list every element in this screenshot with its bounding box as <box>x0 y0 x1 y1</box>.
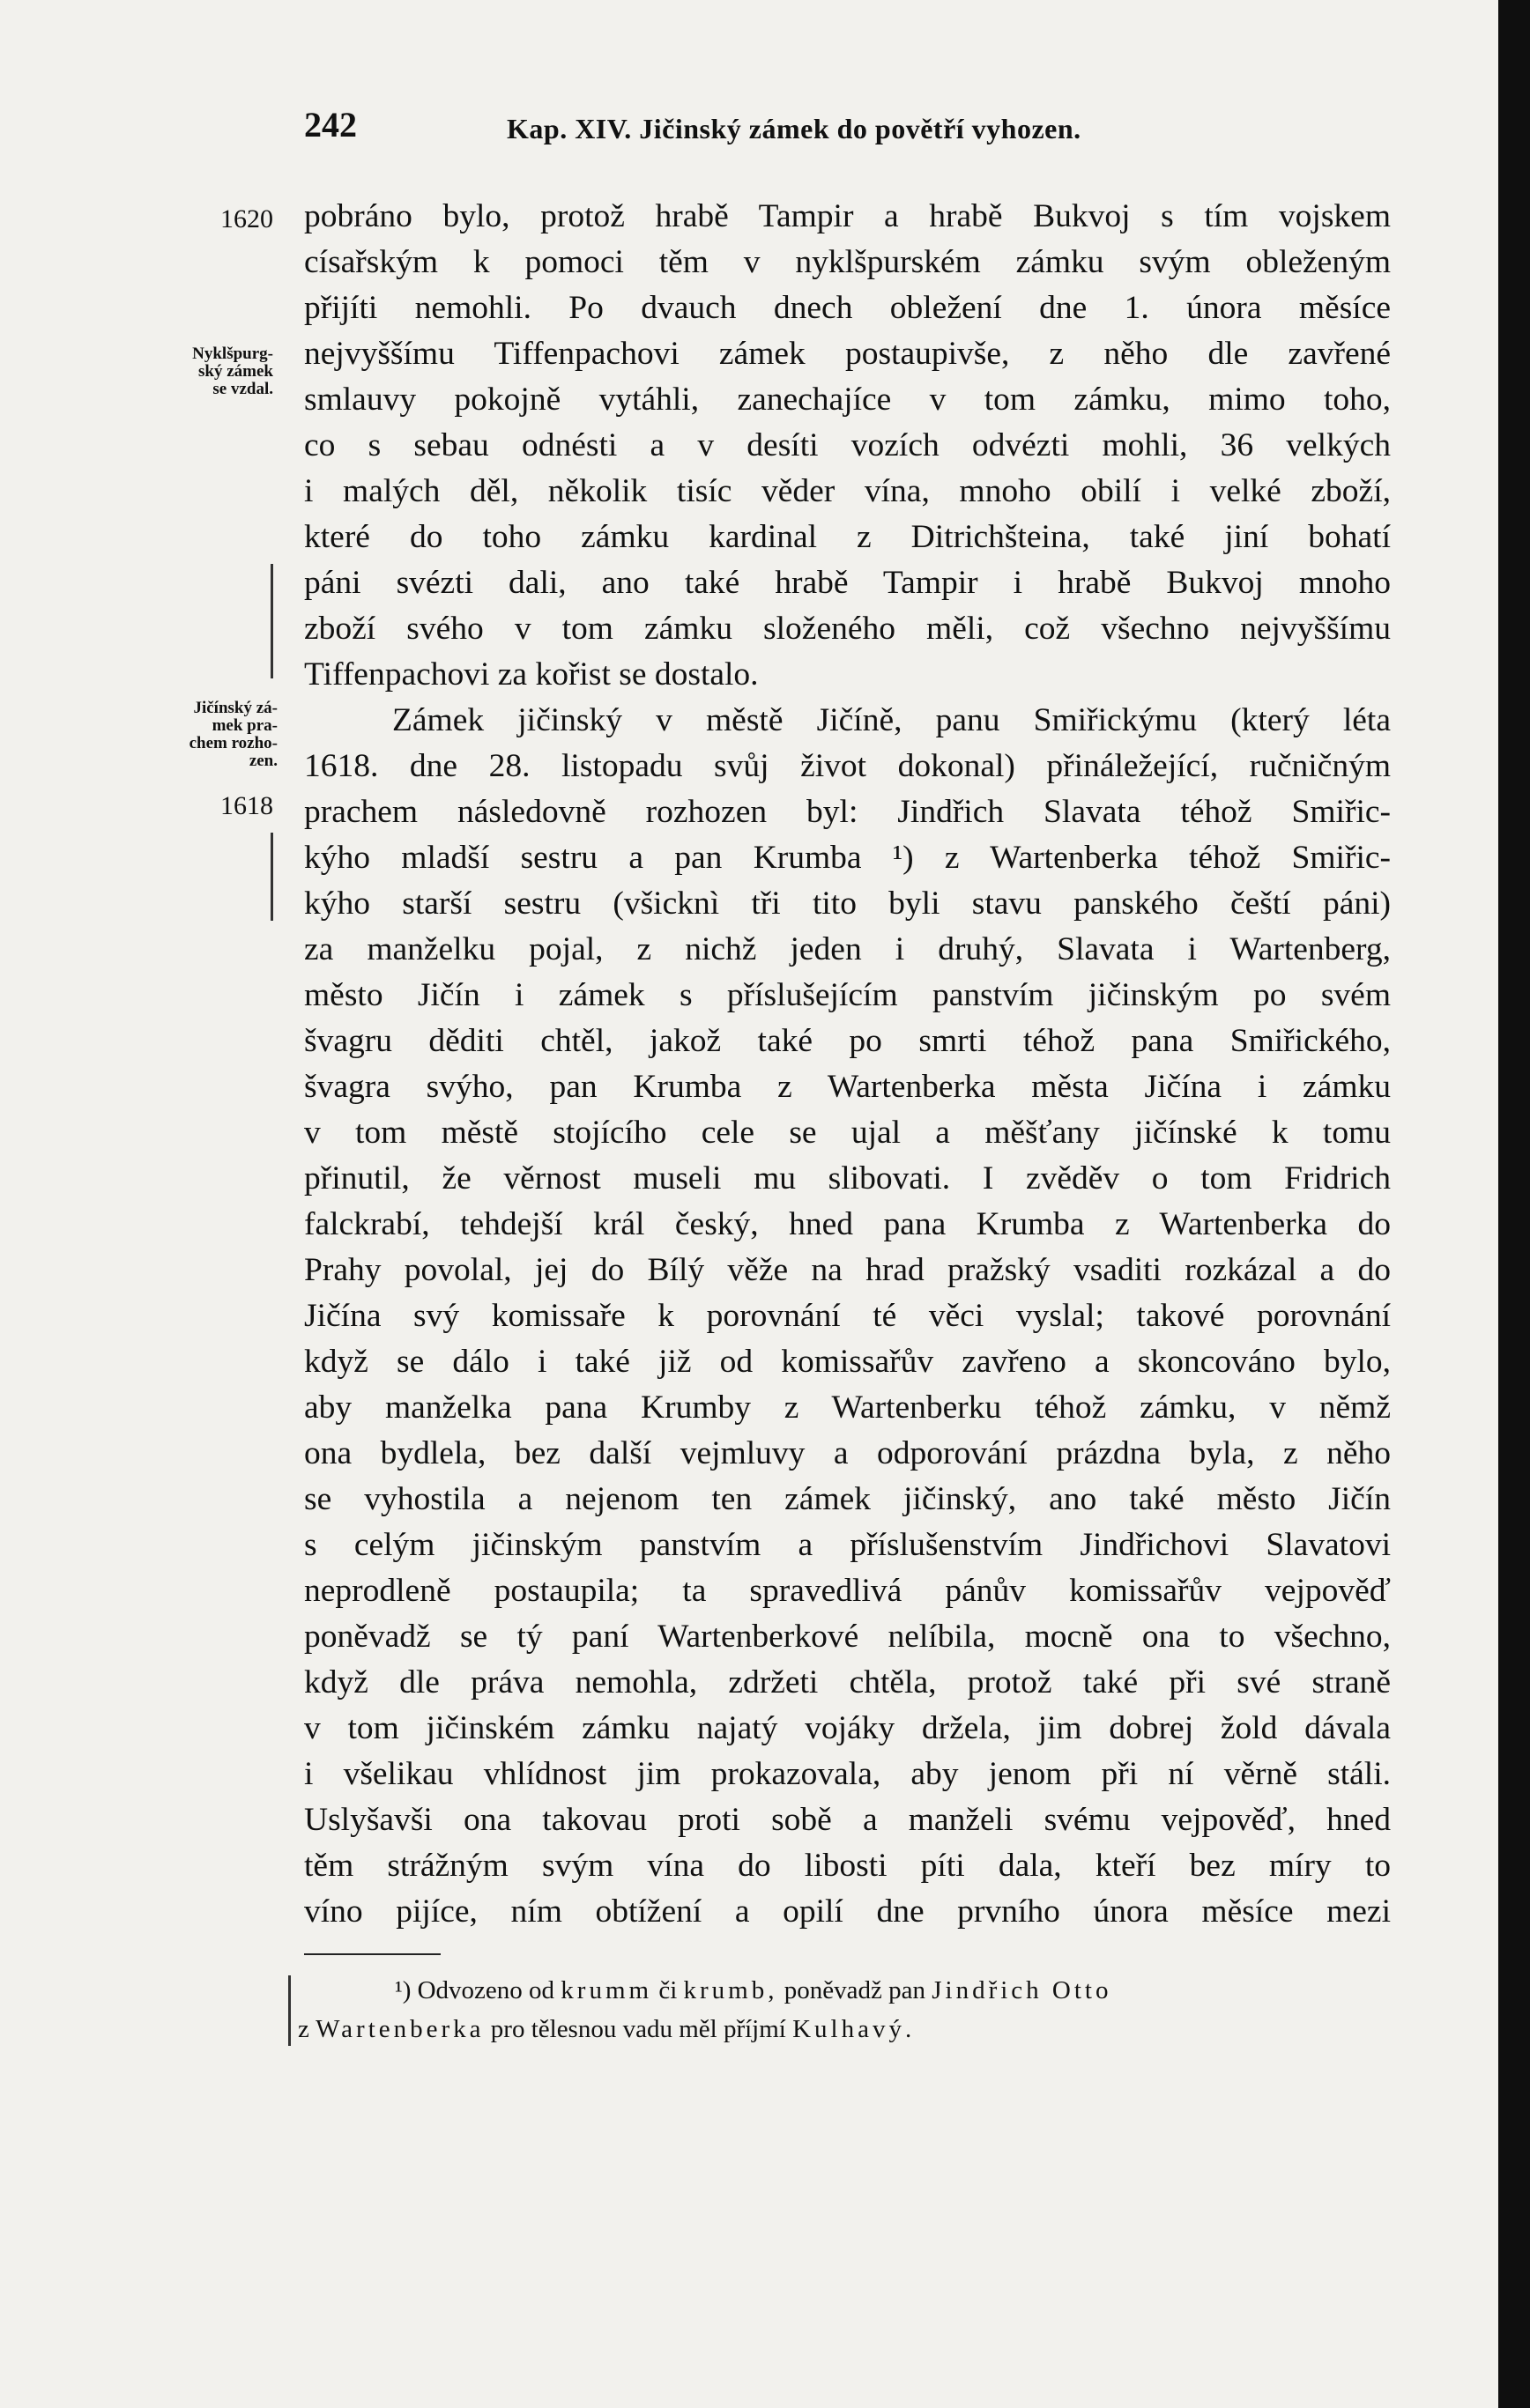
margin-note-line: ský zámek <box>198 362 273 381</box>
footnote-name: Wartenberka <box>316 2015 485 2043</box>
footnote <box>298 1971 1391 2049</box>
footnote-marker: ¹) <box>395 1976 412 2004</box>
margin-year-1620: 1620 <box>220 204 273 233</box>
scan-edge <box>1498 0 1530 2408</box>
text-line: za manželku pojal, z nichž jeden i druhý, Slavata i Wartenberg, <box>304 931 1391 967</box>
text-line: poněvadž se tý paní Wartenberkové nelíbila, mocně ona to všechno, <box>304 1619 1391 1655</box>
text-line: těm strážným svým vína do libosti píti dala, kteří bez míry to <box>304 1848 1391 1884</box>
footnote-name: Kulhavý. <box>792 2015 916 2043</box>
footnote-term: krumm <box>561 1976 653 2004</box>
text-line: když dle práva nemohla, zdržeti chtěla, protož také při své straně <box>304 1664 1391 1700</box>
text-line: 1618. dne 28. listopadu svůj život dokonal) přináležející, ručničným <box>304 748 1391 784</box>
text-line: císařským k pomoci těm v nyklšpurském zámku svým obleženým <box>304 244 1391 280</box>
text-line: s celým jičinským panstvím a příslušenstvím Jindřichovi Slavatovi <box>304 1527 1391 1563</box>
text-line: když se dálo i také již od komissařův zavřeno a skoncováno bylo, <box>304 1344 1391 1380</box>
text-line: falckrabí, tehdejší král český, hned pana Krumba z Wartenberka do <box>304 1206 1391 1242</box>
body-text <box>304 194 1391 1935</box>
text-line: Jičína svý komissaře k porovnání té věci vyslal; takové porovnání <box>304 1298 1391 1334</box>
page-header <box>304 104 1406 157</box>
text-line: pobráno bylo, protož hrabě Tampir a hrabě Bukvoj s tím vojskem <box>304 198 1391 234</box>
margin-note-jicin <box>145 700 278 770</box>
footnote-text: Odvozeno od <box>417 1976 555 2004</box>
text-line: prachem následovně rozhozen byl: Jindřich Slavata téhož Smiřic- <box>304 794 1391 830</box>
text-line: zboží svého v tom zámku složeného měli, což všechno nejvyššímu <box>304 611 1391 647</box>
margin-note-line: Jičínský zá- <box>193 699 278 717</box>
footnote-line-2 <box>298 2010 1391 2049</box>
text-line: smlauvy pokojně vytáhli, zanechajíce v tom zámku, mimo toho, <box>304 382 1391 418</box>
footnote-text: pro tělesnou vadu měl příjmí <box>490 2015 786 2043</box>
text-line: švagra svýho, pan Krumba z Wartenberka města Jičína i zámku <box>304 1069 1391 1105</box>
text-line: Prahy povolal, jej do Bílý věže na hrad pražský vsaditi rozkázal a do <box>304 1252 1391 1288</box>
margin-bracket <box>271 564 273 678</box>
margin-note-line: mek pra- <box>212 716 278 735</box>
text-line: které do toho zámku kardinal z Ditrichšteina, také jiní bohatí <box>304 519 1391 555</box>
text-line: nejvyššímu Tiffenpachovi zámek postaupivše, z něho dle zavřené <box>304 336 1391 372</box>
margin-note-line: se vzdal. <box>212 380 273 398</box>
text-line: Uslyšavši ona takovau proti sobě a manželi svému vejpověď, hned <box>304 1802 1391 1838</box>
text-line: kýho mladší sestru a pan Krumba ¹) z Wartenberka téhož Smiřic- <box>304 840 1391 876</box>
margin-bracket <box>271 833 273 921</box>
text-line: švagru děditi chtěl, jakož také po smrti téhož pana Smiřického, <box>304 1023 1391 1059</box>
margin-note-line: Nyklšpurg- <box>192 345 273 363</box>
text-line: v tom městě stojícího cele se ujal a měšťany jičínské k tomu <box>304 1115 1391 1151</box>
text-line: i malých děl, několik tisíc věder vína, mnoho obilí i velké zboží, <box>304 473 1391 509</box>
running-title: Kap. XIV. Jičinský zámek do povětří vyhozen. <box>507 113 1081 144</box>
footnote-term: krumb, <box>683 1976 778 2004</box>
footnote-text: z <box>298 2015 309 2043</box>
margin-year-1618: 1618 <box>220 791 273 820</box>
footnote-rule <box>304 1953 441 1955</box>
text-line: aby manželka pana Krumby z Wartenberku téhož zámku, v němž <box>304 1389 1391 1426</box>
page-number: 242 <box>304 105 357 144</box>
text-line: se vyhostila a nejenom ten zámek jičinský, ano také město Jičín <box>304 1481 1391 1517</box>
text-line: Tiffenpachovi za kořist se dostalo. <box>304 656 759 693</box>
footnote-text: či <box>658 1976 678 2004</box>
text-line: přinutil, že věrnost museli mu slibovati. I zvěděv o tom Fridrich <box>304 1160 1391 1197</box>
text-line: v tom jičinském zámku najatý vojáky držela, jim dobrej žold dávala <box>304 1710 1391 1746</box>
text-line: kýho starší sestru (všicknì tři tito byli stavu panského čeští páni) <box>304 885 1391 922</box>
footnote-bracket <box>288 1975 291 2046</box>
text-line: páni svézti dali, ano také hrabě Tampir i hrabě Bukvoj mnoho <box>304 565 1391 601</box>
text-line: víno pijíce, ním obtížení a opilí dne prvního února měsíce mezi <box>304 1893 1391 1930</box>
text-line: Zámek jičinský v městě Jičíně, panu Smiřickýmu (který léta <box>392 702 1391 738</box>
margin-note-nyklspurg <box>150 345 273 398</box>
text-line: ona bydlela, bez další vejmluvy a odporování prázdna byla, z něho <box>304 1435 1391 1471</box>
text-line: neprodleně postaupila; ta spravedlivá pánův komissařův vejpověď <box>304 1573 1391 1609</box>
footnote-name: Jindřich Otto <box>932 1976 1112 2004</box>
text-line: město Jičín i zámek s příslušejícím panstvím jičinským po svém <box>304 977 1391 1013</box>
text-line: přijíti nemohli. Po dvauch dnech obležení dne 1. února měsíce <box>304 290 1391 326</box>
footnote-line-1 <box>298 1971 1391 2010</box>
footnote-text: poněvadž pan <box>784 1976 925 2004</box>
margin-note-line: chem rozho- <box>189 734 278 752</box>
text-line: i všelikau vhlídnost jim prokazovala, aby jenom při ní věrně stáli. <box>304 1756 1391 1792</box>
text-line: co s sebau odnésti a v desíti vozích odvézti mohli, 36 velkých <box>304 427 1391 463</box>
margin-note-line: zen. <box>249 752 278 770</box>
